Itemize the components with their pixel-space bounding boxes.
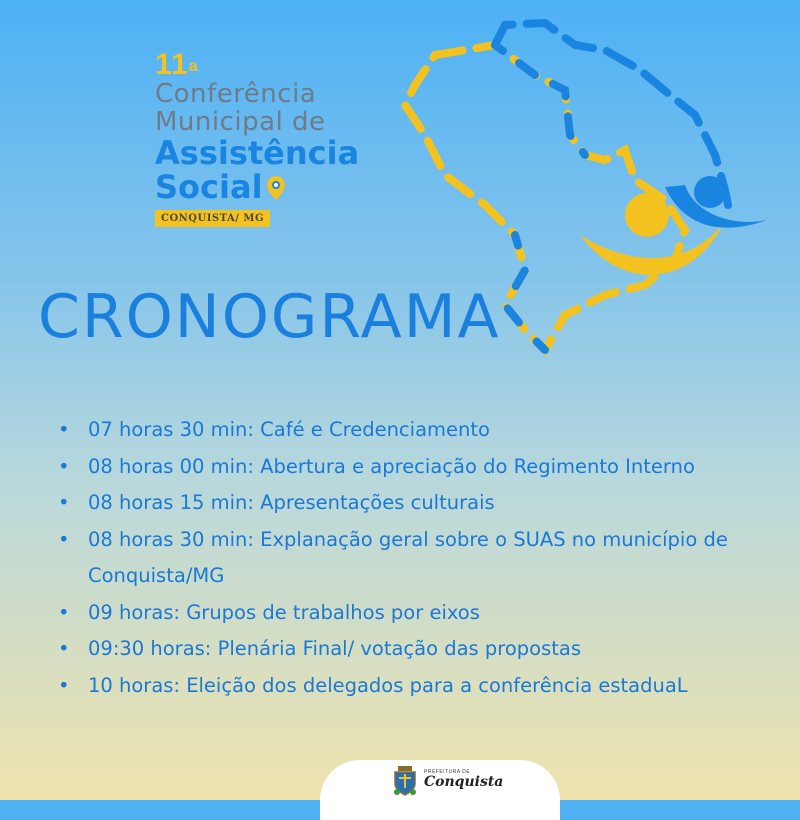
schedule-item: • 09 horas: Grupos de trabalhos por eixos — [58, 595, 778, 632]
bullet-icon: • — [58, 418, 70, 441]
edition-number: 11$^a$ — [155, 48, 199, 81]
city-crest-icon — [392, 766, 418, 800]
logo-line-3: Assistência — [155, 134, 360, 172]
bullet-icon: • — [58, 600, 70, 624]
map-pin-icon — [267, 172, 285, 206]
schedule-item: • 08 horas 30 min: Explanação geral sobre o SUAS no município de Conquista/MG — [58, 522, 778, 595]
bullet-icon: • — [58, 637, 70, 660]
schedule-item: • 08 horas 00 min: Abertura e apreciação do Regimento Interno — [58, 449, 778, 486]
conference-logo — [155, 50, 385, 227]
page-title: CRONOGRAMA — [38, 282, 501, 352]
schedule-item: • 09:30 horas: Plenária Final/ votação das propostas — [58, 631, 778, 668]
logo-line-4: Social — [155, 170, 385, 206]
bullet-icon: • — [58, 491, 70, 514]
bullet-icon: • — [58, 454, 70, 478]
logo-line-1: Conferência — [155, 79, 317, 109]
schedule-list — [58, 412, 778, 704]
bullet-icon: • — [58, 673, 70, 697]
footer-city-name: Conquista — [424, 774, 504, 790]
people-embrace-icon — [580, 176, 767, 275]
bullet-icon: • — [58, 527, 70, 551]
footer-prefix: PREFEITURA DE — [424, 769, 471, 775]
schedule-item: • 08 horas 15 min: Apresentações culturais — [58, 485, 778, 522]
schedule-item: • 10 horas: Eleição dos delegados para a conferência estaduaL — [58, 668, 778, 705]
city-badge: CONQUISTA/ MG — [155, 210, 270, 227]
footer-badge — [320, 760, 560, 820]
logo-line-2: Municipal de — [155, 107, 326, 137]
schedule-item: • 07 horas 30 min: Café e Credenciamento — [58, 412, 778, 449]
